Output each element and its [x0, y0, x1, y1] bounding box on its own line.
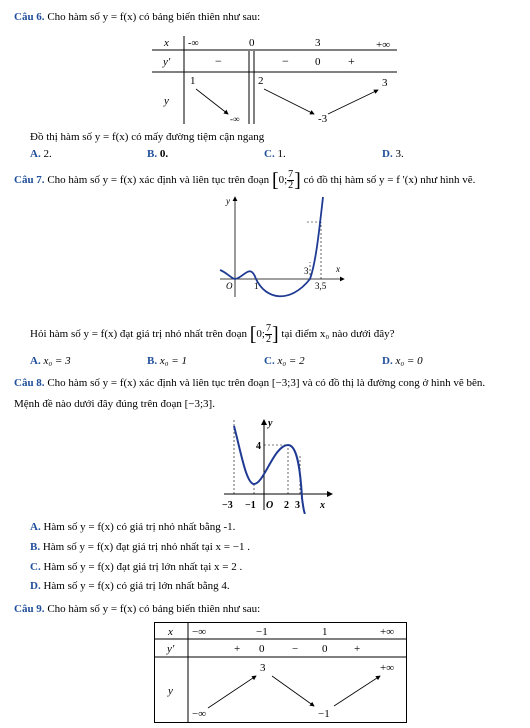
q7-question-line: Hỏi hàm số y = f(x) đạt giá trị nhỏ nhất trên đoạn [0; $\frac{7}{2}$ ] tại điểm x₀ nào dưới đây?	[30, 323, 395, 346]
q6-y-val-3: -3	[318, 113, 328, 125]
svg-text:3: 3	[304, 266, 309, 276]
q9-label: Câu 9.	[14, 603, 45, 615]
svg-text:−: −	[292, 643, 299, 655]
q7-stem-b: có đồ thị hàm số y = f '(x) như hình vẽ.	[303, 174, 476, 187]
q6-x-val-1: 0	[249, 37, 255, 49]
q8-label: Câu 8.	[14, 377, 45, 389]
svg-text:0: 0	[259, 643, 265, 655]
q6-yprime-label: y'	[163, 56, 171, 68]
q6-label: Câu 6.	[14, 11, 45, 23]
q6-sign-2: 0	[315, 56, 321, 68]
q6-y-val-1: -∞	[230, 114, 240, 124]
svg-text:+: +	[234, 643, 241, 655]
svg-text:y: y	[268, 418, 273, 429]
svg-text:+∞: +∞	[380, 662, 395, 674]
q8-stem-line2: Mệnh đề nào dưới đây đúng trên đoạn [−3;3].	[14, 398, 215, 410]
q9-stem-line	[14, 603, 260, 615]
svg-text:x: x	[336, 264, 340, 274]
svg-text:y: y	[226, 196, 230, 206]
q8-option-a[interactable]: A. Hàm số y = f(x) có giá trị nhỏ nhất bằng -1.	[30, 521, 236, 533]
svg-text:−1: −1	[245, 500, 256, 511]
q7-option-a[interactable]: A. x₀ = 3	[30, 355, 71, 367]
q8-option-d[interactable]: D. Hàm số y = f(x) có giá trị lớn nhất bằng 4.	[30, 580, 230, 592]
q6-question: Đồ thị hàm số y = f(x) có mấy đường tiệm cận ngang	[30, 131, 265, 143]
q6-x-label: x	[164, 37, 169, 49]
svg-text:−∞: −∞	[192, 708, 207, 720]
q6-y-val-0: 1	[190, 75, 196, 87]
svg-text:−1: −1	[318, 708, 330, 720]
svg-text:−∞: −∞	[192, 626, 207, 638]
svg-text:+: +	[354, 643, 361, 655]
svg-text:+∞: +∞	[380, 626, 395, 638]
q7-derivative-graph	[218, 192, 348, 302]
q6-option-a[interactable]: A. 2.	[30, 148, 52, 160]
svg-text:x: x	[320, 500, 325, 511]
q7-stem-a: Cho hàm số y = f(x) xác định và liên tục trên đoạn	[47, 174, 270, 187]
q7-option-b[interactable]: B. x₀ = 1	[147, 355, 187, 367]
q6-stem-line	[14, 11, 260, 23]
q7-question-a: Hỏi hàm số y = f(x) đạt giá trị nhỏ nhất trên đoạn	[30, 328, 247, 341]
svg-text:3: 3	[295, 500, 300, 511]
q8-function-graph	[220, 418, 338, 514]
svg-text:3,5: 3,5	[315, 281, 327, 291]
q7-label: Câu 7.	[14, 174, 45, 187]
q6-y-label: y	[164, 95, 169, 107]
q6-x-val-0: -∞	[188, 38, 199, 49]
q6-sign-1: −	[282, 54, 289, 68]
q9-variation-table	[154, 622, 408, 724]
q8-stem-line1	[14, 377, 485, 389]
svg-text:0: 0	[322, 643, 328, 655]
q7-option-d[interactable]: D. x₀ = 0	[382, 355, 423, 367]
q6-y-val-2: 2	[258, 75, 264, 87]
svg-text:O: O	[226, 281, 233, 291]
q7-option-c[interactable]: C. x₀ = 2	[264, 355, 305, 367]
svg-text:4: 4	[256, 441, 261, 452]
q6-x-val-3: +∞	[376, 39, 391, 51]
q7-interval-left: 0;	[278, 174, 288, 187]
q8-stem-1: Cho hàm số y = f(x) xác định và liên tục trên đoạn [−3;3] và có đồ thị là đường cong ở hình vẽ bên.	[47, 377, 486, 389]
q7-stem-line: Câu 7. Cho hàm số y = f(x) xác định và liên tục trên đoạn [0; $\frac{7}{2}$ ] có đồ thị hàm số y = f '(x) như hình vẽ.	[14, 169, 476, 192]
q6-option-b[interactable]: B. 0.	[147, 148, 169, 160]
q6-option-d[interactable]: D. 3.	[382, 148, 404, 160]
q6-variation-table	[152, 34, 402, 126]
svg-text:−3: −3	[222, 500, 233, 511]
svg-text:O: O	[266, 500, 274, 511]
svg-text:2: 2	[284, 500, 289, 511]
q6-option-c[interactable]: C. 1.	[264, 148, 286, 160]
q8-option-c[interactable]: C. Hàm số y = f(x) đạt giá trị lớn nhất tại x = 2 .	[30, 561, 243, 573]
q6-stem: Cho hàm số y = f(x) có bảng biến thiên như sau:	[47, 11, 261, 23]
q6-sign-0: −	[215, 54, 222, 68]
svg-text:x: x	[168, 626, 173, 638]
svg-text:y': y'	[167, 643, 175, 655]
svg-text:1: 1	[322, 626, 328, 638]
q7-curve	[220, 197, 323, 296]
svg-text:y: y	[168, 685, 173, 697]
q7-question-b: tại điểm x₀ nào dưới đây?	[281, 328, 395, 341]
svg-text:−1: −1	[256, 626, 268, 638]
q6-y-val-4: 3	[382, 77, 388, 89]
q8-option-b[interactable]: B. Hàm số y = f(x) đạt giá trị nhỏ nhất tại x = −1 .	[30, 541, 250, 553]
svg-text:3: 3	[260, 662, 266, 674]
q6-sign-3: +	[348, 54, 355, 68]
svg-text:1: 1	[254, 281, 259, 291]
q9-stem: Cho hàm số y = f(x) có bảng biến thiên như sau:	[47, 603, 261, 615]
q6-x-val-2: 3	[315, 37, 321, 49]
